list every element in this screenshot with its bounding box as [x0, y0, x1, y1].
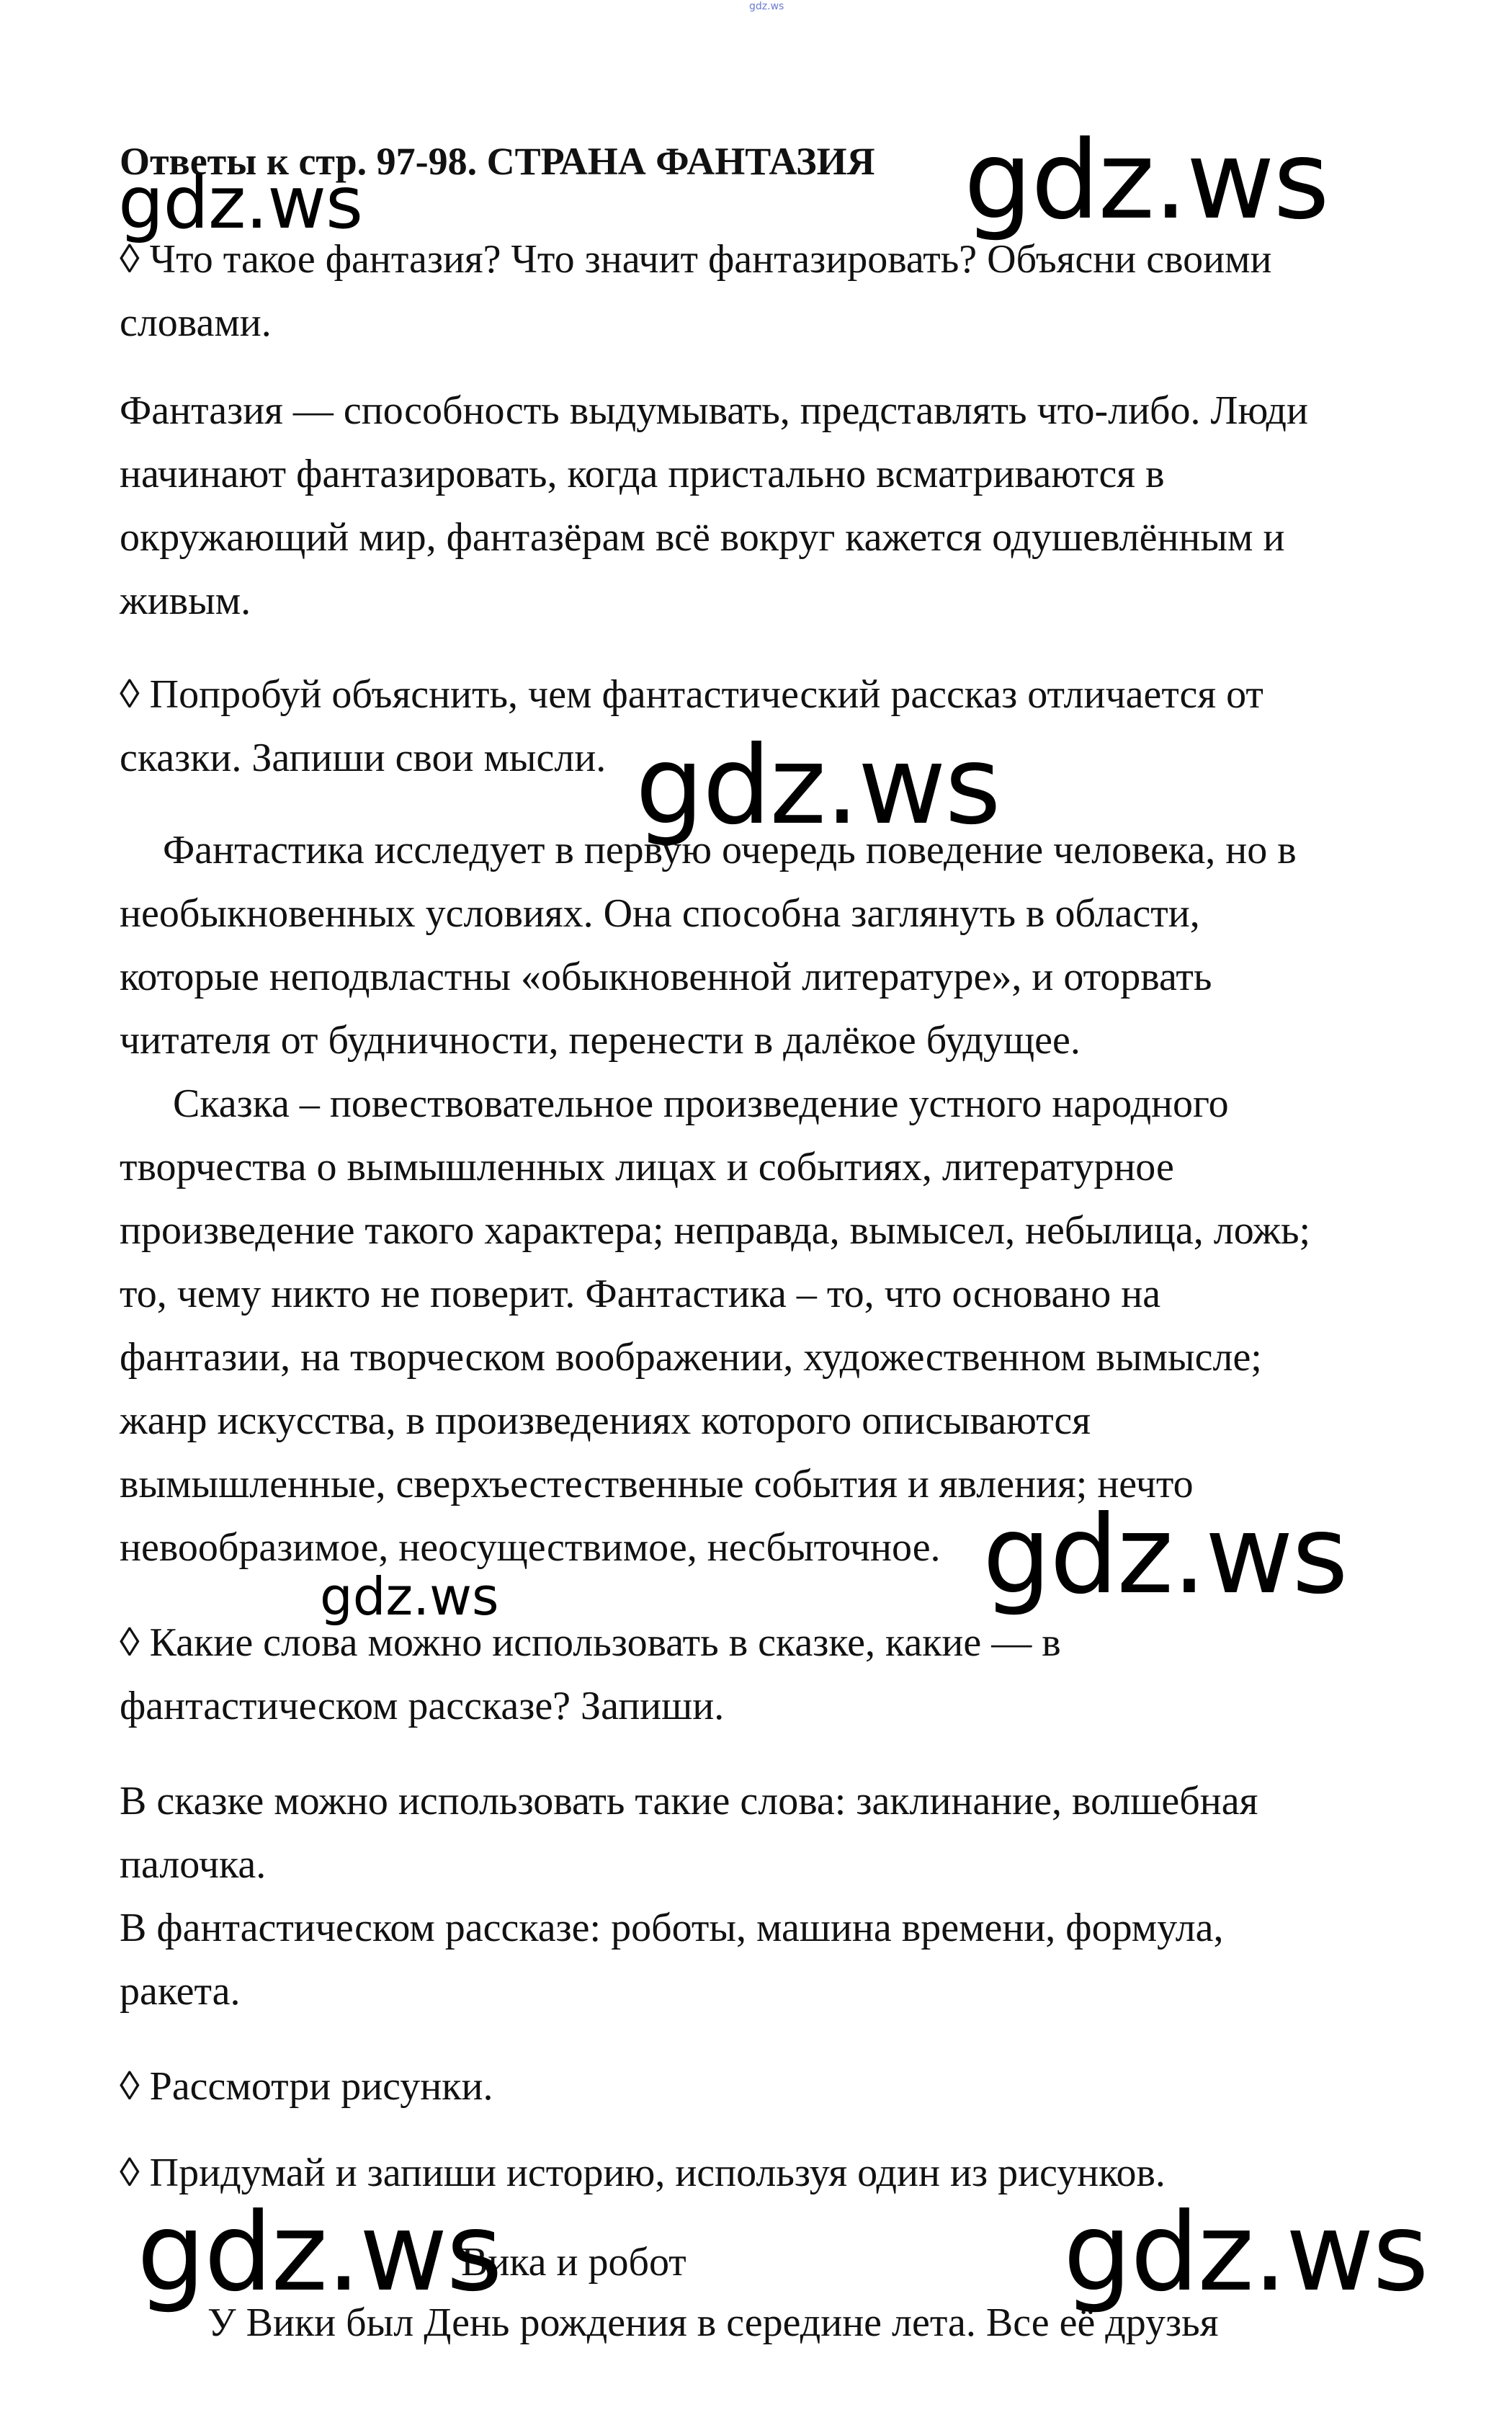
watermark-7: gdz.ws	[1063, 2190, 1428, 2316]
question-line-5: ◊ Какие слова можно использовать в сказке, какие — в	[120, 1620, 1061, 1665]
answer-line-7: которые неподвластны «обыкновенной литературе», и оторвать	[120, 955, 1212, 999]
answer-line-8: читателя от будничности, перенести в далёкое будущее.	[120, 1018, 1081, 1063]
answer-line-17: В сказке можно использовать такие слова: заклинание, волшебная	[120, 1779, 1258, 1823]
question-line-1: ◊ Что такое фантазия? Что значит фантазировать? Объясни своими	[120, 237, 1272, 282]
answer-line-14: жанр искусства, в произведениях которого описываются	[120, 1398, 1091, 1443]
question-line-6: фантастическом рассказе? Запиши.	[120, 1684, 725, 1728]
answer-line-2: начинают фантазировать, когда пристально всматриваются в	[120, 452, 1165, 496]
watermark-4: gdz.ws	[983, 1493, 1347, 1618]
answer-line-1: Фантазия — способность выдумывать, представлять что-либо. Люди	[120, 388, 1308, 433]
answer-line-16: невообразимое, неосуществимое, несбыточное.	[120, 1525, 941, 1570]
answer-line-4: живым.	[120, 579, 251, 623]
question-line-2: словами.	[120, 300, 272, 345]
watermark-3: gdz.ws	[635, 723, 1000, 849]
answer-line-13: фантазии, на творческом воображении, художественном вымысле;	[120, 1335, 1262, 1380]
answer-line-15: вымышленные, сверхъестественные события и явления; нечто	[120, 1462, 1194, 1506]
answer-line-11: произведение такого характера; неправда, вымысел, небылица, ложь;	[120, 1208, 1311, 1253]
answer-line-20: ракета.	[120, 1969, 241, 2014]
watermark-5: gdz.ws	[320, 1566, 499, 1627]
task-line-2: ◊ Придумай и запиши историю, используя один из рисунков.	[120, 2151, 1166, 2195]
answer-line-19: В фантастическом рассказе: роботы, машина времени, формула,	[120, 1906, 1224, 1950]
answer-line-3: окружающий мир, фантазёрам всё вокруг кажется одушевлённым и	[120, 515, 1285, 560]
answer-line-10: творчества о вымышленных лицах и событиях, литературное	[120, 1145, 1174, 1189]
watermark-6: gdz.ws	[137, 2190, 501, 2316]
question-line-3: ◊ Попробуй объяснить, чем фантастический рассказ отличается от	[120, 672, 1263, 717]
task-line-1: ◊ Рассмотри рисунки.	[120, 2064, 493, 2109]
answer-line-6: необыкновенных условиях. Она способна заглянуть в области,	[120, 891, 1200, 936]
page-title: Ответы к стр. 97-98. СТРАНА ФАНТАЗИЯ	[120, 140, 875, 183]
watermark-1: gdz.ws	[118, 161, 363, 245]
watermark-top: gdz.ws	[749, 1, 784, 12]
story-title: Вика и робот	[461, 2240, 686, 2285]
answer-line-5: Фантастика исследует в первую очередь поведение человека, но в	[163, 828, 1297, 872]
watermark-2: gdz.ws	[964, 118, 1328, 244]
story-line-1: У Вики был День рождения в середине лета. Все её друзья	[207, 2300, 1219, 2345]
answer-line-12: то, чему никто не поверит. Фантастика – то, что основано на	[120, 1272, 1161, 1316]
answer-line-18: палочка.	[120, 1842, 267, 1887]
question-line-4: сказки. Запиши свои мысли.	[120, 736, 607, 780]
answer-line-9: Сказка – повествовательное произведение устного народного	[173, 1081, 1229, 1126]
